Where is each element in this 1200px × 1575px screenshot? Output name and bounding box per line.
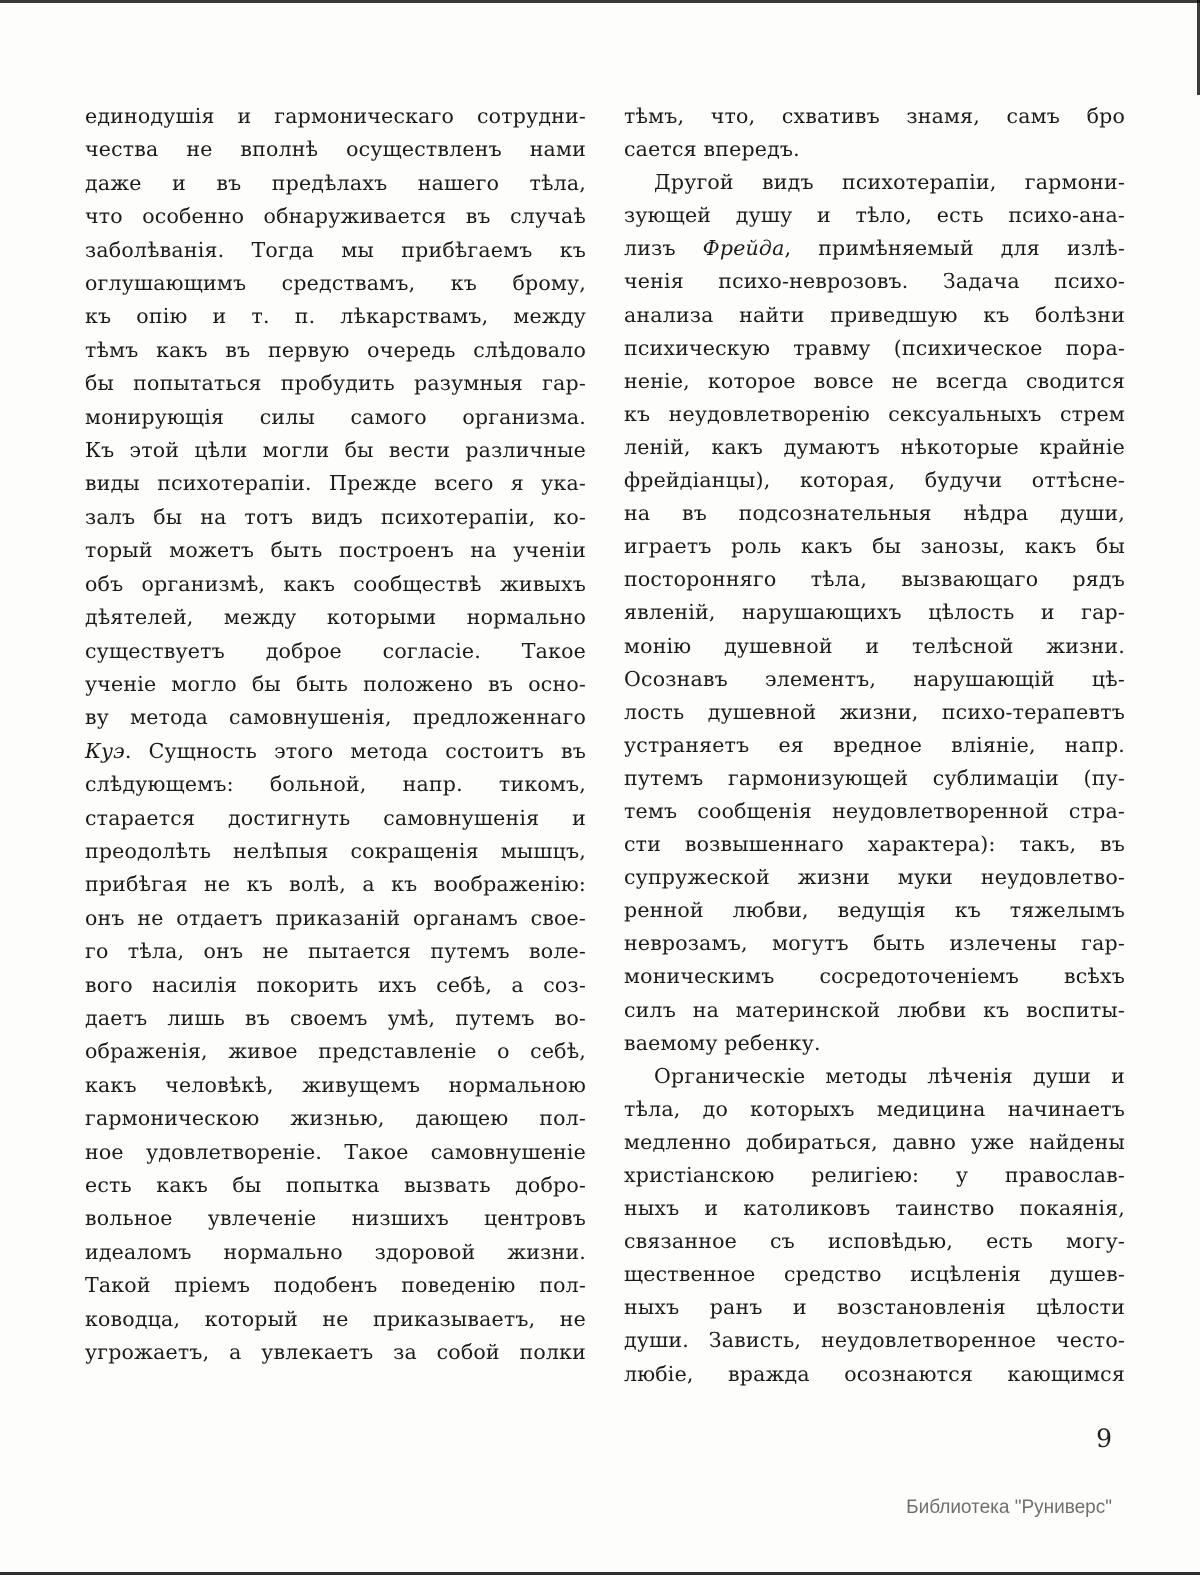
text-line: моническимъ сосредоточеніемъ всѣхъ: [624, 964, 1125, 989]
text-line: [85, 735, 586, 768]
text-line: психическую травму (психическое пора-: [624, 335, 1125, 360]
plain-text: лизъ: [624, 236, 703, 261]
text-line: тѣмъ какъ въ первую очередь слѣдовало: [85, 337, 586, 362]
text-line: души. Зависть, неудовлетворенное често-: [624, 1328, 1125, 1353]
italic-text: Фрейда: [702, 236, 785, 261]
text-line: фрейдіанцы), которая, будучи оттѣсне-: [624, 468, 1125, 493]
text-line: Органическіе методы лѣченія души и: [654, 1063, 1125, 1088]
text-line: Такой пріемъ подобенъ поведенію пол-: [85, 1273, 586, 1298]
text-line: [624, 232, 1125, 265]
text-line: онъ не отдаетъ приказаній органамъ свое-: [85, 905, 586, 930]
text-line: монирующія силы самого организма.: [85, 404, 586, 429]
text-line: Къ этой цѣли могли бы вести различные: [85, 438, 586, 463]
text-line: существуетъ доброе согласіе. Такое: [85, 638, 586, 663]
text-line: тѣмъ, что, схвативъ знамя, самъ бро: [624, 104, 1125, 128]
text-line: неніе, которое вовсе не всегда сводится: [624, 368, 1125, 393]
text-line: залъ бы на тотъ видъ психотерапіи, ко-: [85, 504, 586, 529]
page-number: 9: [1096, 1424, 1112, 1453]
text-line: путемъ гармонизующей сублимаціи (пу-: [624, 765, 1125, 790]
text-line: супружеской жизни муки неудовлетво-: [624, 865, 1125, 890]
text-line: ву метода самовнушенія, предложеннаго: [85, 705, 586, 730]
text-line: тѣла, до которыхъ медицина начинаетъ: [624, 1096, 1125, 1121]
text-line: любіе, вражда осознаются кающимся: [624, 1361, 1125, 1386]
text-line: прибѣгая не къ волѣ, а къ воображенію:: [85, 872, 586, 897]
left-column: [85, 100, 586, 1391]
text-line: оглушающимъ средствамъ, къ брому,: [85, 271, 586, 296]
text-line: ныхъ и католиковъ таинство покаянія,: [624, 1196, 1125, 1221]
text-line: силъ на материнской любви къ воспиты-: [624, 997, 1125, 1022]
text-line: анализа найти приведшую къ болѣзни: [624, 302, 1125, 327]
text-line: ныхъ ранъ и возстановленія цѣлости: [624, 1295, 1125, 1320]
text-line: идеаломъ нормально здоровой жизни.: [85, 1239, 586, 1264]
text-line: темъ сообщенія неудовлетворенной стра-: [624, 798, 1125, 823]
text-line: христіанскою религіею: у православ-: [624, 1163, 1125, 1187]
scan-edge-top: [0, 0, 1200, 3]
text-line: бы попытаться пробудить разумныя гар-: [85, 371, 586, 396]
plain-text: . Сущность этого метода состоитъ въ: [124, 738, 586, 763]
text-line: какъ человѣкѣ, живущемъ нормальною: [85, 1072, 586, 1097]
text-line: дѣятелей, между которыми нормально: [85, 605, 586, 630]
text-line: къ опію и т. п. лѣкарствамъ, между: [85, 304, 586, 329]
text-line: объ организмѣ, какъ сообществѣ живыхъ: [85, 571, 586, 596]
text-line: сти возвышеннаго характера): такъ, въ: [624, 832, 1125, 857]
watermark: Библиотека "Руниверс": [906, 1497, 1112, 1518]
text-line: на въ подсознательныя нѣдра души,: [624, 501, 1125, 526]
text-line: ваемому ребенку.: [624, 1030, 821, 1055]
text-line: монію душевной и телѣсной жизни.: [624, 633, 1125, 658]
text-line: посторонняго тѣла, вызвающаго рядъ: [624, 567, 1125, 592]
text-line: связанное съ исповѣдью, есть могу-: [624, 1229, 1125, 1254]
text-line: сается впередъ.: [624, 137, 800, 162]
text-line: чества не вполнѣ осуществленъ нами: [85, 137, 586, 162]
text-line: го тѣла, онъ не пытается путемъ воле-: [85, 939, 586, 964]
text-line: вого насилія покорить ихъ себѣ, а соз-: [85, 972, 586, 997]
text-line: щественное средство исцѣленія душев-: [624, 1262, 1125, 1287]
text-line: играетъ роль какъ бы занозы, какъ бы: [624, 534, 1125, 559]
text-line: есть какъ бы попытка вызвать добро-: [85, 1173, 586, 1197]
text-line: ное удовлетвореніе. Такое самовнушеніе: [85, 1139, 586, 1164]
text-line: Другой видъ психотерапіи, гармони-: [654, 170, 1125, 195]
text-line: гармоническою жизнью, дающею пол-: [85, 1106, 586, 1131]
text-line: неврозамъ, могутъ быть излечены гар-: [624, 931, 1125, 956]
text-area: [85, 100, 1125, 1391]
text-line: ренной любви, ведущія къ тяжелымъ: [624, 898, 1125, 923]
text-line: ководца, который не приказываетъ, не: [85, 1306, 586, 1331]
text-line: устраняетъ ея вредное вліяніе, напр.: [624, 732, 1125, 757]
text-line: лость душевной жизни, психо-терапевтъ: [624, 699, 1125, 724]
text-line: вольное увлеченіе низшихъ центровъ: [85, 1206, 586, 1231]
text-line: даетъ лишь въ своемъ умѣ, путемъ во-: [85, 1005, 586, 1030]
text-line: къ неудовлетворенію сексуальныхъ стрем: [624, 401, 1125, 426]
text-line: слѣдующемъ: больной, напр. тикомъ,: [85, 772, 586, 797]
text-line: зующей душу и тѣло, есть психо-ана-: [624, 203, 1125, 228]
text-line: единодушія и гармоническаго сотрудни-: [85, 104, 586, 128]
italic-text: Куэ: [85, 738, 125, 763]
text-line: медленно добираться, давно уже найдены: [624, 1129, 1125, 1154]
text-line: леній, какъ думаютъ нѣкоторые крайніе: [624, 434, 1125, 459]
text-line: старается достигнуть самовнушенія и: [85, 805, 586, 830]
text-line: ученіе могло бы быть положено въ осно-: [85, 671, 586, 696]
text-line: угрожаетъ, а увлекаетъ за собой полки: [85, 1340, 586, 1365]
text-line: Осознавъ элементъ, нарушающій цѣ-: [624, 666, 1125, 691]
text-line: торый можетъ быть построенъ на ученіи: [85, 538, 586, 563]
text-line: ображенія, живое представленіе о себѣ,: [85, 1039, 586, 1064]
text-line: виды психотерапіи. Прежде всего я ука-: [85, 471, 586, 496]
plain-text: , примѣняемый для излѣ-: [784, 236, 1125, 261]
text-line: явленій, нарушающихъ цѣлость и гар-: [624, 600, 1125, 625]
text-line: ченія психо-неврозовъ. Задача психо-: [624, 269, 1125, 294]
right-column: [624, 100, 1125, 1391]
text-line: даже и въ предѣлахъ нашего тѣла,: [85, 170, 586, 195]
text-line: преодолѣть нелѣпыя сокращенія мышцъ,: [85, 838, 586, 863]
text-line: заболѣванія. Тогда мы прибѣгаемъ къ: [85, 237, 586, 262]
text-line: что особенно обнаруживается въ случаѣ: [85, 204, 586, 229]
